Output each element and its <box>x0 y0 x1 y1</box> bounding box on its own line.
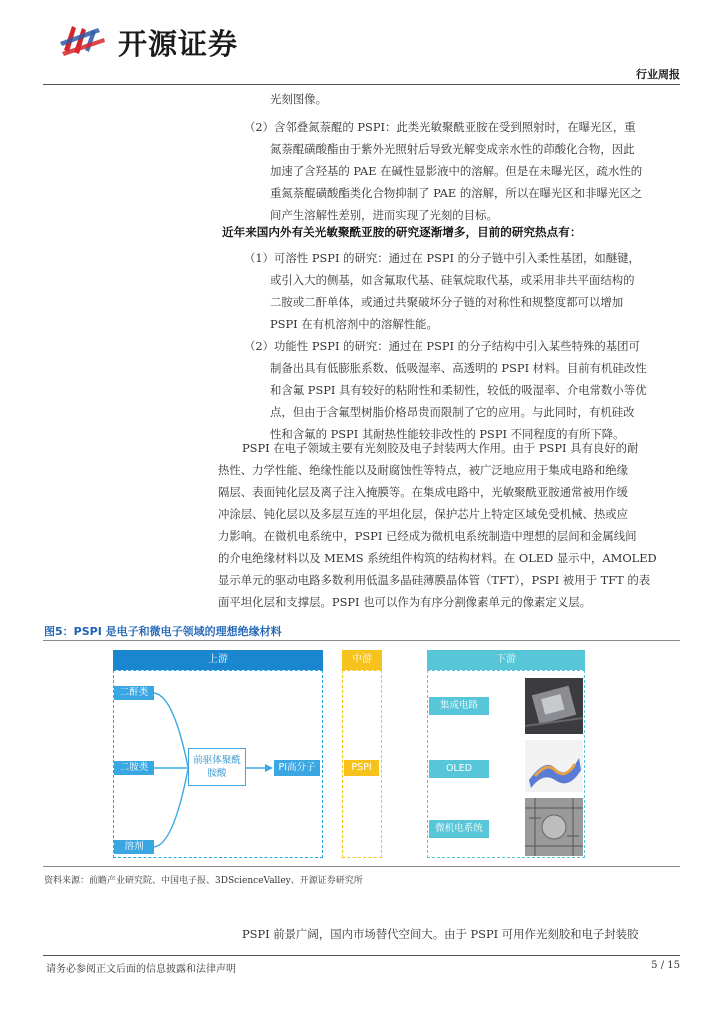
text-line: 显示单元的驱动电路多数利用低温多晶硅薄膜晶体管（TFT），PSPI 被用于 TFT 的表 <box>218 573 651 587</box>
text-line: 隔层、表面钝化层及离子注入掩膜等。在集成电路中，光敏聚酰亚胺通常被用作缓 <box>218 485 629 499</box>
text-line: 二胺或二酐单体，或通过共聚破坏分子链的对称性和规整度都可以增加 <box>270 295 624 309</box>
brand-name: 开源证券 <box>118 27 239 61</box>
text-line: （1）可溶性 PSPI 的研究：通过在 PSPI 的分子链中引入柔性基团，如醚键， <box>244 251 640 265</box>
text-line: 冲涂层、钝化层以及多层互连的平坦化层，保护芯片上特定区域免受机械、热或应 <box>218 507 629 521</box>
research-item-2 <box>244 335 684 445</box>
text-line: 面平坦化层和支撑层。PSPI 也可以作为有序分割像素单元的像素定义层。 <box>218 595 591 609</box>
midstream-header <box>342 650 382 670</box>
figure-bottom-rule <box>43 866 680 867</box>
text-line: 制备出具有低膨胀系数、低吸湿率、高透明的 PSPI 材料。目前有机硅改性 <box>270 361 647 375</box>
upstream-header <box>113 650 323 670</box>
downstream-header <box>427 650 585 670</box>
header-divider <box>43 84 680 85</box>
text-line: 性和含氟的 PSPI 其耐热性能较非改性的 PSPI 不同程度的有所下降。 <box>270 427 625 441</box>
text-line: 力影响。在微机电系统中，PSPI 已经成为微机电系统制造中理想的层间和金属线间 <box>218 529 637 543</box>
text-line: 光刻图像。 <box>270 92 327 106</box>
downstream-node: 集成电路 <box>429 697 489 715</box>
text-line: 的介电绝缘材料以及 MEMS 系统组件构筑的结构材料。在 OLED 显示中，AMOLED <box>218 551 657 565</box>
text-line: 氮萘醌磺酸酯由于紫外光照射后导致光解变成亲水性的茚酸化合物，因此 <box>270 142 635 156</box>
pi-polymer-node: PI高分子 <box>274 760 320 776</box>
precursor-node: 前驱体聚酰胺酸 <box>188 748 246 786</box>
text-line: PSPI 在有机溶剂中的溶解性能。 <box>270 317 438 331</box>
text-line: 加速了含羟基的 PAE 在碱性显影液中的溶解。但是在未曝光区，疏水性的 <box>270 164 643 178</box>
pspi-node: PSPI <box>344 760 379 776</box>
downstream-node: 微机电系统 <box>429 820 489 838</box>
oled-display-image <box>525 740 583 792</box>
text-line: 热性、力学性能、绝缘性能以及耐腐蚀性等特点，被广泛地应用于集成电路和绝缘 <box>218 463 629 477</box>
research-heading: 近年来国内外有关光敏聚酰亚胺的研究逐渐增多，目前的研究热点有： <box>222 225 582 239</box>
text-line: 间产生溶解性差别，进而实现了光刻的目标。 <box>270 208 498 222</box>
research-item-1 <box>244 247 684 335</box>
integrated-circuit-image <box>525 678 583 734</box>
upstream-node: 溶剂 <box>114 840 154 854</box>
downstream-label: 下游 <box>496 654 516 665</box>
upstream-node: 二酐类 <box>114 686 154 700</box>
footer-divider <box>43 955 680 956</box>
downstream-node: OLED <box>429 760 489 778</box>
upstream-label: 上游 <box>208 654 228 665</box>
text-line: 重氮萘醌磺酸酯类化合物抑制了 PAE 的溶解，所以在曝光区和非曝光区之 <box>270 186 643 200</box>
text-line: 和含氟 PSPI 具有较好的粘附性和柔韧性，较低的吸湿率、介电常数小等优 <box>270 383 647 397</box>
figure-title: 图5：PSPI 是电子和微电子领域的理想绝缘材料 <box>44 625 282 638</box>
upstream-node: 二胺类 <box>114 761 154 775</box>
section-label: 行业周报 <box>636 68 680 81</box>
application-paragraph <box>218 437 682 613</box>
midstream-label: 中游 <box>352 654 372 665</box>
mems-chip-image <box>525 798 583 856</box>
text-line: 或引入大的侧基，如含氟取代基、硅氧烷取代基，或采用非共平面结构的 <box>270 273 635 287</box>
page-number: 5 / 15 <box>651 960 680 971</box>
prospect-line: PSPI 前景广阔，国内市场替代空间大。由于 PSPI 可用作光刻胶和电子封装胶 <box>242 927 639 941</box>
text-line: 点，但由于含氟型树脂价格昂贵而限制了它的应用。与此同时，有机硅改 <box>270 405 635 419</box>
text-line: （2）功能性 PSPI 的研究：通过在 PSPI 的分子结构中引入某些特殊的基团可 <box>244 339 640 353</box>
brand-logo-icon <box>58 20 108 60</box>
text-line: PSPI 在电子领域主要有光刻胶及电子封装两大作用。由于 PSPI 具有良好的耐 <box>242 441 639 455</box>
text-line: （2）含邻叠氮萘醌的 PSPI：此类光敏聚酰亚胺在受到照射时，在曝光区，重 <box>244 120 636 134</box>
footer-disclaimer: 请务必参阅正文后面的信息披露和法律声明 <box>46 964 236 975</box>
figure-source: 资料来源：前瞻产业研究院、中国电子报、3DScienceValley、开源证券研究所 <box>44 876 363 886</box>
figure-top-rule <box>43 640 680 641</box>
item-2-block <box>244 116 684 226</box>
